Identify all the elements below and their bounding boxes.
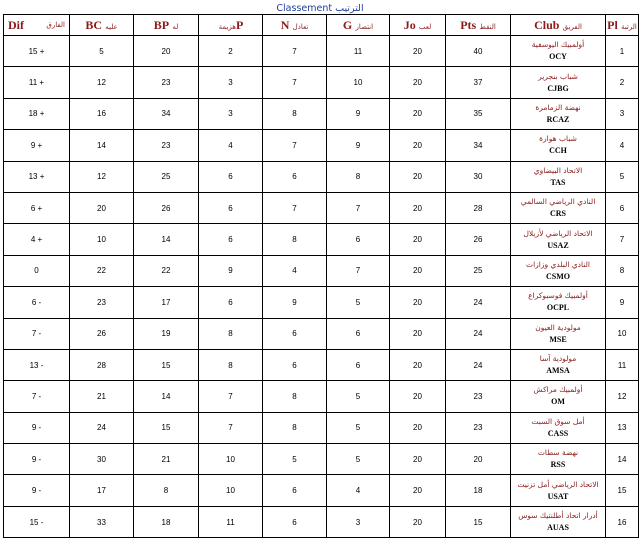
header-pl: Pl الرتبة: [606, 15, 639, 36]
cell-pl: 7: [606, 224, 639, 255]
cell-jo: 20: [390, 475, 446, 506]
club-name-arabic: شباب بنجرير: [538, 71, 578, 81]
cell-bp: 17: [134, 287, 199, 318]
cell-dif: 15 -: [4, 506, 70, 537]
header-n: N تعادل: [263, 15, 327, 36]
club-name-arabic: أدرار اتحاد أطلنتيك سوس: [518, 511, 598, 521]
cell-bp: 15: [134, 349, 199, 380]
table-row: [4, 130, 639, 161]
cell-pts: 24: [446, 287, 511, 318]
club-code: AUAS: [547, 523, 569, 533]
table-row: [4, 67, 639, 98]
standings-table: [3, 14, 639, 538]
club-name-arabic: مولودية آسا: [539, 354, 577, 364]
cell-pts: 26: [446, 224, 511, 255]
cell-dif: 11 +: [4, 67, 70, 98]
cell-pts: 34: [446, 130, 511, 161]
cell-pl: 5: [606, 161, 639, 192]
cell-n: 8: [263, 224, 327, 255]
cell-n: 7: [263, 67, 327, 98]
cell-bc: 33: [70, 506, 134, 537]
cell-dif: 9 -: [4, 475, 70, 506]
cell-dif: 6 +: [4, 192, 70, 223]
table-row: [4, 224, 639, 255]
table-row: [4, 475, 639, 506]
cell-bc: 24: [70, 412, 134, 443]
cell-g: 11: [327, 36, 390, 67]
club-code: RCAZ: [546, 114, 570, 124]
cell-n: 7: [263, 36, 327, 67]
table-row: [4, 161, 639, 192]
table-row: [4, 318, 639, 349]
club-name-arabic: نهضة الزمامرة: [535, 102, 581, 112]
club-name-arabic: شباب هوارة: [539, 134, 577, 144]
cell-bc: 17: [70, 475, 134, 506]
table-row: [4, 255, 639, 286]
cell-p: 8: [199, 349, 263, 380]
cell-bc: 26: [70, 318, 134, 349]
club-code: MSE: [549, 334, 567, 344]
cell-n: 8: [263, 98, 327, 129]
cell-jo: 20: [390, 412, 446, 443]
club-name-arabic: الاتحاد البيضاوي: [533, 165, 583, 175]
cell-g: 5: [327, 381, 390, 412]
cell-bc: 23: [70, 287, 134, 318]
cell-g: 4: [327, 475, 390, 506]
cell-club: [511, 506, 606, 537]
cell-bp: 34: [134, 98, 199, 129]
club-name-arabic: أولمبيك فوسبوكراع: [528, 291, 588, 301]
cell-p: 6: [199, 192, 263, 223]
cell-dif: 18 +: [4, 98, 70, 129]
cell-bc: 16: [70, 98, 134, 129]
cell-bc: 30: [70, 444, 134, 475]
header-bp: BP له: [134, 15, 199, 36]
cell-g: 6: [327, 224, 390, 255]
cell-club: [511, 349, 606, 380]
cell-dif: 4 +: [4, 224, 70, 255]
table-row: [4, 381, 639, 412]
cell-jo: 20: [390, 506, 446, 537]
cell-bc: 22: [70, 255, 134, 286]
cell-jo: 20: [390, 349, 446, 380]
cell-pl: 16: [606, 506, 639, 537]
cell-n: 7: [263, 192, 327, 223]
cell-g: 5: [327, 412, 390, 443]
cell-bc: 21: [70, 381, 134, 412]
cell-p: 2: [199, 36, 263, 67]
club-code: CASS: [547, 428, 569, 438]
cell-n: 5: [263, 444, 327, 475]
club-name-arabic: النادي الرياضي السالمي: [520, 197, 596, 207]
cell-p: 7: [199, 412, 263, 443]
table-row: [4, 36, 639, 67]
cell-p: 6: [199, 224, 263, 255]
cell-p: 3: [199, 67, 263, 98]
cell-jo: 20: [390, 318, 446, 349]
cell-g: 3: [327, 506, 390, 537]
cell-bp: 8: [134, 475, 199, 506]
cell-club: [511, 475, 606, 506]
header-club: Club الفريق: [511, 15, 606, 36]
cell-pl: 9: [606, 287, 639, 318]
cell-jo: 20: [390, 255, 446, 286]
header-jo: Jo لعب: [390, 15, 446, 36]
table-row: [4, 506, 639, 537]
cell-g: 9: [327, 98, 390, 129]
cell-jo: 20: [390, 98, 446, 129]
cell-pts: 23: [446, 412, 511, 443]
header-bc: BC عليه: [70, 15, 134, 36]
table-row: [4, 412, 639, 443]
cell-g: 9: [327, 130, 390, 161]
cell-jo: 20: [390, 224, 446, 255]
cell-pl: 15: [606, 475, 639, 506]
cell-club: [511, 224, 606, 255]
cell-bp: 22: [134, 255, 199, 286]
cell-pl: 2: [606, 67, 639, 98]
cell-club: [511, 255, 606, 286]
cell-p: 10: [199, 444, 263, 475]
cell-pl: 12: [606, 381, 639, 412]
cell-dif: 9 -: [4, 412, 70, 443]
cell-dif: 6 -: [4, 287, 70, 318]
cell-g: 8: [327, 161, 390, 192]
cell-g: 6: [327, 349, 390, 380]
cell-bc: 20: [70, 192, 134, 223]
cell-jo: 20: [390, 161, 446, 192]
cell-bc: 14: [70, 130, 134, 161]
page-title: Classement الترتيب: [276, 3, 364, 14]
cell-club: [511, 67, 606, 98]
cell-n: 6: [263, 318, 327, 349]
cell-g: 6: [327, 318, 390, 349]
cell-p: 4: [199, 130, 263, 161]
cell-pts: 20: [446, 444, 511, 475]
cell-club: [511, 444, 606, 475]
cell-bc: 5: [70, 36, 134, 67]
club-code: RSS: [550, 460, 566, 470]
cell-bp: 20: [134, 36, 199, 67]
club-code: CRS: [549, 209, 566, 219]
cell-club: [511, 287, 606, 318]
cell-club: [511, 161, 606, 192]
cell-club: [511, 130, 606, 161]
cell-jo: 20: [390, 287, 446, 318]
cell-bp: 14: [134, 224, 199, 255]
cell-pts: 18: [446, 475, 511, 506]
cell-pts: 15: [446, 506, 511, 537]
cell-n: 8: [263, 381, 327, 412]
cell-bp: 14: [134, 381, 199, 412]
cell-pl: 13: [606, 412, 639, 443]
table-row: [4, 192, 639, 223]
cell-n: 8: [263, 412, 327, 443]
cell-bc: 12: [70, 161, 134, 192]
cell-g: 10: [327, 67, 390, 98]
header-pts: Pts النقط: [446, 15, 511, 36]
cell-bp: 26: [134, 192, 199, 223]
cell-p: 9: [199, 255, 263, 286]
cell-bc: 28: [70, 349, 134, 380]
cell-bp: 18: [134, 506, 199, 537]
club-name-arabic: أمل سوق السبت: [531, 416, 585, 426]
header-p: هزيمةP: [199, 15, 263, 36]
club-code: USAZ: [547, 240, 569, 250]
cell-jo: 20: [390, 192, 446, 223]
cell-n: 4: [263, 255, 327, 286]
club-code: OCY: [549, 52, 567, 62]
cell-bc: 12: [70, 67, 134, 98]
cell-bp: 23: [134, 67, 199, 98]
cell-dif: 7 -: [4, 381, 70, 412]
cell-n: 9: [263, 287, 327, 318]
cell-club: [511, 36, 606, 67]
cell-club: [511, 412, 606, 443]
cell-pts: 24: [446, 318, 511, 349]
cell-g: 7: [327, 192, 390, 223]
cell-jo: 20: [390, 130, 446, 161]
cell-n: 6: [263, 349, 327, 380]
club-code: USAT: [547, 491, 569, 501]
header-dif: Dif الفارق: [4, 15, 70, 36]
cell-p: 7: [199, 381, 263, 412]
club-name-arabic: النادي البلدي وزازات: [526, 259, 590, 269]
cell-p: 6: [199, 161, 263, 192]
cell-pts: 23: [446, 381, 511, 412]
cell-pl: 14: [606, 444, 639, 475]
cell-jo: 20: [390, 36, 446, 67]
cell-bp: 25: [134, 161, 199, 192]
cell-bp: 19: [134, 318, 199, 349]
cell-club: [511, 381, 606, 412]
cell-pts: 24: [446, 349, 511, 380]
club-code: OCPL: [546, 303, 570, 313]
cell-club: [511, 318, 606, 349]
cell-dif: 15 +: [4, 36, 70, 67]
cell-bp: 21: [134, 444, 199, 475]
cell-pts: 30: [446, 161, 511, 192]
cell-dif: 13 +: [4, 161, 70, 192]
cell-n: 6: [263, 475, 327, 506]
cell-p: 8: [199, 318, 263, 349]
club-name-arabic: الاتحاد الرياضي لأزيلال: [523, 228, 593, 238]
cell-n: 7: [263, 130, 327, 161]
cell-pts: 37: [446, 67, 511, 98]
header-g: G انتصار: [327, 15, 390, 36]
header-row: [4, 15, 639, 36]
cell-p: 10: [199, 475, 263, 506]
club-name-arabic: أولمبيك مراكش: [533, 385, 583, 395]
table-row: [4, 444, 639, 475]
cell-pts: 40: [446, 36, 511, 67]
table-row: [4, 98, 639, 129]
cell-p: 3: [199, 98, 263, 129]
table-row: [4, 287, 639, 318]
cell-club: [511, 192, 606, 223]
cell-n: 6: [263, 506, 327, 537]
club-name-arabic: مولودية العيون: [535, 322, 581, 332]
club-name-arabic: الاتحاد الرياضي أمل تزنيت: [517, 479, 599, 489]
cell-dif: 13 -: [4, 349, 70, 380]
cell-dif: 7 -: [4, 318, 70, 349]
cell-pl: 3: [606, 98, 639, 129]
cell-p: 6: [199, 287, 263, 318]
table-row: [4, 349, 639, 380]
club-code: AMSA: [546, 366, 570, 376]
cell-g: 5: [327, 444, 390, 475]
cell-bc: 10: [70, 224, 134, 255]
cell-pl: 11: [606, 349, 639, 380]
cell-p: 11: [199, 506, 263, 537]
cell-pl: 10: [606, 318, 639, 349]
cell-jo: 20: [390, 444, 446, 475]
club-code: CSMO: [546, 271, 570, 281]
cell-dif: 0: [4, 255, 70, 286]
club-code: TAS: [550, 177, 566, 187]
cell-pts: 35: [446, 98, 511, 129]
club-code: CJBG: [547, 83, 569, 93]
cell-g: 5: [327, 287, 390, 318]
cell-pts: 25: [446, 255, 511, 286]
cell-pl: 1: [606, 36, 639, 67]
cell-pl: 8: [606, 255, 639, 286]
club-name-arabic: نهضة سطات: [537, 448, 579, 458]
club-code: CCH: [549, 146, 567, 156]
cell-dif: 9 +: [4, 130, 70, 161]
cell-pl: 4: [606, 130, 639, 161]
cell-n: 6: [263, 161, 327, 192]
cell-club: [511, 98, 606, 129]
cell-bp: 23: [134, 130, 199, 161]
club-name-arabic: أولمبيك اليوسفية: [531, 40, 585, 50]
cell-pts: 28: [446, 192, 511, 223]
cell-dif: 9 -: [4, 444, 70, 475]
club-code: OM: [551, 397, 565, 407]
cell-jo: 20: [390, 67, 446, 98]
cell-g: 7: [327, 255, 390, 286]
cell-pl: 6: [606, 192, 639, 223]
cell-bp: 15: [134, 412, 199, 443]
cell-jo: 20: [390, 381, 446, 412]
